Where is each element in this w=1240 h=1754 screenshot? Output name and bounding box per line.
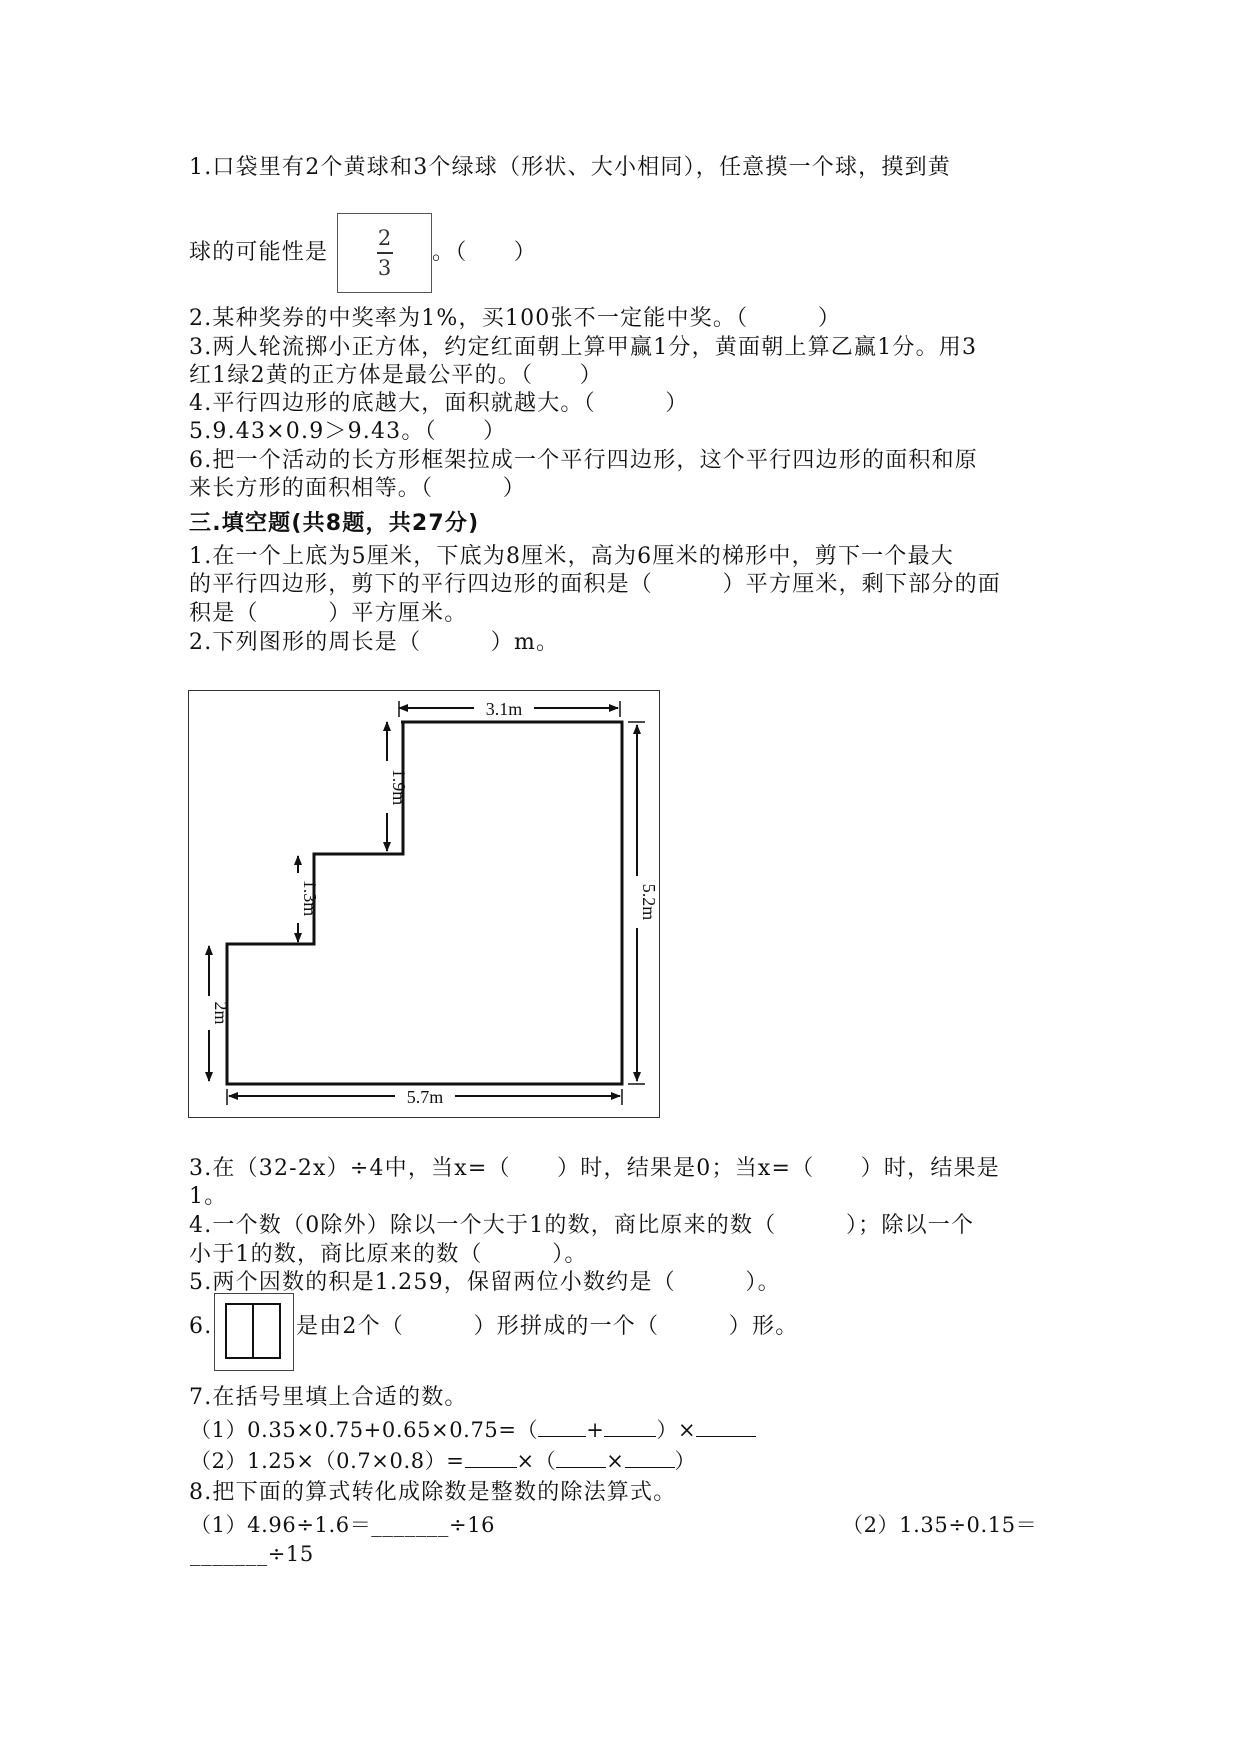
judgement-q4: 4.平行四边形的底越大，面积就越大。（ ） xyxy=(189,391,689,416)
judgement-q1-line1: 1.口袋里有2个黄球和3个绿球（形状、大小相同），任意摸一个球，摸到黄 xyxy=(189,155,951,180)
fill-q8-2-b: _______÷15 xyxy=(190,1542,314,1566)
fill-q8-1: （1）4.96÷1.6＝_______÷16 xyxy=(190,1513,496,1537)
fill-q8-2-a: （2）1.35÷0.15＝ xyxy=(842,1513,1038,1537)
q7-1-blank-1[interactable] xyxy=(538,1414,586,1437)
q7-2-blank-2[interactable] xyxy=(556,1445,606,1468)
q7-2-part-a: （2）1.25×（0.7×0.8）= xyxy=(190,1449,465,1473)
section-heading: 三.填空题(共8题，共27分) xyxy=(189,511,480,536)
fill-q3-line1: 3.在（32-2x）÷4中，当x=（ ）时，结果是0；当x=（ ）时，结果是 xyxy=(189,1156,1000,1181)
fill-q6-prefix: 6. xyxy=(189,1314,213,1339)
fill-q7-2 xyxy=(190,1445,696,1475)
q7-2-blank-1[interactable] xyxy=(465,1445,517,1468)
q7-1-blank-3[interactable] xyxy=(696,1414,756,1437)
fill-q5: 5.两个因数的积是1.259，保留两位小数约是（ ）。 xyxy=(189,1270,781,1295)
judgement-q3-line1: 3.两人轮流掷小正方体，约定红面朝上算甲赢1分，黄面朝上算乙赢1分。用3 xyxy=(189,335,978,360)
q7-2-part-b: ×（ xyxy=(516,1449,557,1473)
judgement-q6-line1: 6.把一个活动的长方形框架拉成一个平行四边形，这个平行四边形的面积和原 xyxy=(189,448,978,473)
fill-q1-line2: 的平行四边形，剪下的平行四边形的面积是（ ）平方厘米，剩下部分的面 xyxy=(189,572,1002,597)
fill-q7-1 xyxy=(190,1414,756,1444)
fill-q4-line2: 小于1的数，商比原来的数（ ）。 xyxy=(189,1242,588,1267)
q7-1-blank-2[interactable] xyxy=(604,1414,656,1437)
q7-1-part-a: （1）0.35×0.75+0.65×0.75=（ xyxy=(190,1418,539,1442)
fill-q1-line1: 1.在一个上底为5厘米，下底为8厘米，高为6厘米的梯形中，剪下一个最大 xyxy=(189,544,954,569)
fraction-denominator: 3 xyxy=(377,255,392,280)
fill-q4-line1: 4.一个数（0除外）除以一个大于1的数，商比原来的数（ ）；除以一个 xyxy=(189,1213,975,1238)
label-upper-step: 1.9m xyxy=(389,768,409,806)
label-lower-step: 2m xyxy=(211,1001,231,1025)
fill-q3-line2: 1。 xyxy=(189,1184,228,1209)
fraction-bar xyxy=(377,252,393,254)
square-divider xyxy=(252,1305,254,1357)
judgement-q1-line2-suffix: 。（ ） xyxy=(432,240,538,265)
fill-q8: 8.把下面的算式转化成除数是整数的除法算式。 xyxy=(189,1480,677,1505)
label-top: 3.1m xyxy=(485,699,523,719)
q7-1-part-b: + xyxy=(586,1418,605,1442)
square-outline xyxy=(225,1303,281,1359)
square-figure xyxy=(214,1293,294,1371)
fraction-image xyxy=(337,213,432,293)
staircase-figure xyxy=(188,690,660,1118)
fill-q7: 7.在括号里填上合适的数。 xyxy=(189,1385,468,1410)
fill-q6-text: 是由2个（ ）形拼成的一个（ ）形。 xyxy=(296,1314,799,1339)
judgement-q5: 5.9.43×0.9＞9.43。（ ） xyxy=(189,419,507,444)
label-right: 5.2m xyxy=(639,883,659,921)
q7-2-part-c: × xyxy=(606,1449,625,1473)
q7-2-blank-3[interactable] xyxy=(625,1445,675,1468)
judgement-q1-line2-prefix: 球的可能性是 xyxy=(189,240,329,265)
fill-q2: 2.下列图形的周长是（ ）m。 xyxy=(189,630,560,655)
q7-2-part-d: ） xyxy=(674,1449,697,1473)
judgement-q2: 2.某种奖券的中奖率为1%，买100张不一定能中奖。（ ） xyxy=(189,306,842,331)
fill-q1-line3: 积是（ ）平方厘米。 xyxy=(189,601,468,626)
label-bottom: 5.7m xyxy=(406,1087,444,1107)
label-middle-step: 1.3m xyxy=(300,879,320,917)
judgement-q6-line2: 来长方形的面积相等。（ ） xyxy=(189,476,527,501)
fraction-numerator: 2 xyxy=(377,226,392,250)
q7-1-part-c: ）× xyxy=(656,1418,697,1442)
judgement-q3-line2: 红1绿2黄的正方体是最公平的。（ ） xyxy=(189,363,603,388)
